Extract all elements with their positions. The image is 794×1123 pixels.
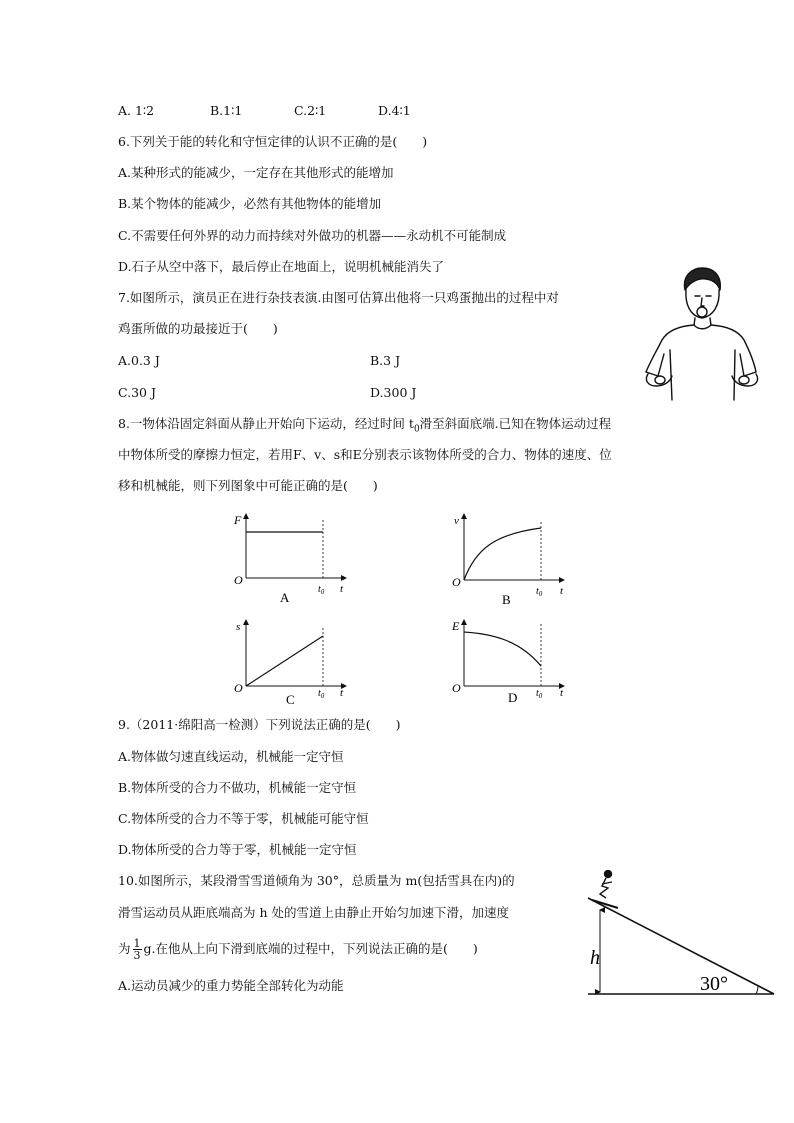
q7-option-a: A.0.3 J: [118, 353, 160, 368]
graph-c-origin: O: [234, 681, 243, 695]
graph-c-y-label: s: [236, 621, 241, 633]
graph-b-origin: O: [452, 575, 461, 589]
graph-a-origin: O: [234, 573, 243, 587]
graph-b-y-label: v: [454, 515, 459, 527]
graph-a-letter: A: [280, 590, 290, 605]
q6-option-a: A.某种形式的能减少，一定存在其他形式的能增加: [118, 165, 394, 180]
graph-a-y-label: F: [234, 513, 242, 527]
graph-a-t0-label: [318, 584, 325, 596]
q6-option-b: B.某个物体的能减少，必然有其他物体的能增加: [118, 196, 382, 211]
q10-fraction-numerator: 1: [133, 937, 141, 950]
q8-stem-part2: 滑至斜面底端.已知在物体运动过程: [419, 416, 612, 431]
graph-c-t0-sub: 0: [320, 692, 325, 700]
q6-option-c: C.不需要任何外界的动力而持续对外做功的机器——永动机不可能制成: [118, 228, 507, 243]
q9-option-d: D.物体所受的合力等于零，机械能一定守恒: [118, 842, 357, 857]
q9-option-a: A.物体做匀速直线运动，机械能一定守恒: [118, 749, 344, 764]
q5-option-c: C.2∶1: [294, 103, 327, 118]
q9-stem: 9.（2011·绵阳高一检测）下列说法正确的是( ): [118, 717, 401, 732]
q7-option-c: C.30 J: [118, 385, 156, 400]
graph-a-x-label: t: [340, 583, 344, 595]
q10-stem-line1: 10.如图所示，某段滑雪雪道倾角为 30°，总质量为 m(包括雪具在内)的: [118, 873, 515, 888]
graph-c-letter: C: [286, 692, 295, 707]
graph-c: [228, 614, 358, 714]
q6-option-d: D.石子从空中落下，最后停止在地面上，说明机械能消失了: [118, 259, 445, 274]
juggler-figure: [640, 262, 760, 402]
q8-stem-part1: 8.一物体沿固定斜面从静止开始向下运动，经过时间 t: [118, 416, 414, 431]
graph-d-y-label: E: [452, 619, 460, 633]
q10-stem-part2: g.在他从上向下滑到底端的过程中，下列说法正确的是( ): [143, 941, 478, 956]
q5-option-d: D.4∶1: [378, 103, 411, 118]
graph-b-t0-t: t: [536, 586, 539, 597]
graph-b: [446, 508, 576, 608]
q7-option-d: D.300 J: [370, 385, 417, 400]
q6-stem: 6.下列关于能的转化和守恒定律的认识不正确的是( ): [118, 134, 428, 149]
graph-d-letter: D: [508, 690, 518, 705]
graph-d-curve: [464, 632, 541, 666]
q10-stem-line2: 滑雪运动员从距底端高为 h 处的雪道上由静止开始匀加速下滑，加速度: [118, 905, 509, 920]
angle-label: 30°: [700, 973, 728, 995]
graph-d: [446, 614, 576, 714]
q9-option-c: C.物体所受的合力不等于零，机械能可能守恒: [118, 811, 369, 826]
graph-c-curve: [246, 636, 323, 686]
q5-option-b: B.1∶1: [210, 103, 243, 118]
graph-b-curve: [464, 528, 541, 580]
q8-stem-line2: 中物体所受的摩擦力恒定，若用F、v、s和E分别表示该物体所受的合力、物体的速度、位: [118, 447, 612, 462]
q10-stem-line3: [118, 935, 478, 963]
q10-option-a: A.运动员减少的重力势能全部转化为动能: [118, 978, 344, 993]
slope-incline: [588, 898, 774, 994]
graph-a-t0-t: t: [318, 584, 321, 595]
angle-arc: [756, 986, 758, 994]
q7-stem-line2: 鸡蛋所做的功最接近于( ): [118, 321, 278, 336]
graph-b-t0-label: [536, 586, 543, 598]
q5-option-a: A. 1∶2: [118, 103, 155, 118]
graph-d-origin: O: [452, 681, 461, 695]
graph-b-t0-sub: 0: [538, 590, 543, 598]
height-label: h: [590, 947, 600, 969]
graph-c-t0-label: [318, 688, 325, 700]
graph-b-x-label: t: [560, 585, 564, 597]
q9-option-b: B.物体所受的合力不做功，机械能一定守恒: [118, 780, 357, 795]
q10-stem-part1: 为: [118, 941, 131, 956]
graph-d-t0-t: t: [536, 688, 539, 699]
graph-d-t0-label: [536, 688, 543, 700]
graph-a: [228, 508, 358, 608]
graph-c-x-label: t: [340, 687, 344, 699]
q8-stem-sub: 0: [413, 424, 420, 435]
q7-option-b: B.3 J: [370, 353, 401, 368]
q10-fraction-denominator: 3: [133, 949, 141, 962]
slope-figure: [584, 870, 780, 1000]
graph-d-x-label: t: [560, 687, 564, 699]
q10-fraction: [133, 938, 142, 961]
graph-a-t0-sub: 0: [320, 588, 325, 596]
graph-b-letter: B: [502, 592, 511, 607]
q8-stem-line3: 移和机械能，则下列图象中可能正确的是( ): [118, 478, 378, 493]
q7-stem-line1: 7.如图所示，演员正在进行杂技表演.由图可估算出他将一只鸡蛋抛出的过程中对: [118, 290, 559, 305]
graph-d-t0-sub: 0: [538, 692, 543, 700]
q8-stem-line1: [118, 415, 611, 439]
graph-c-t0-t: t: [318, 688, 321, 699]
